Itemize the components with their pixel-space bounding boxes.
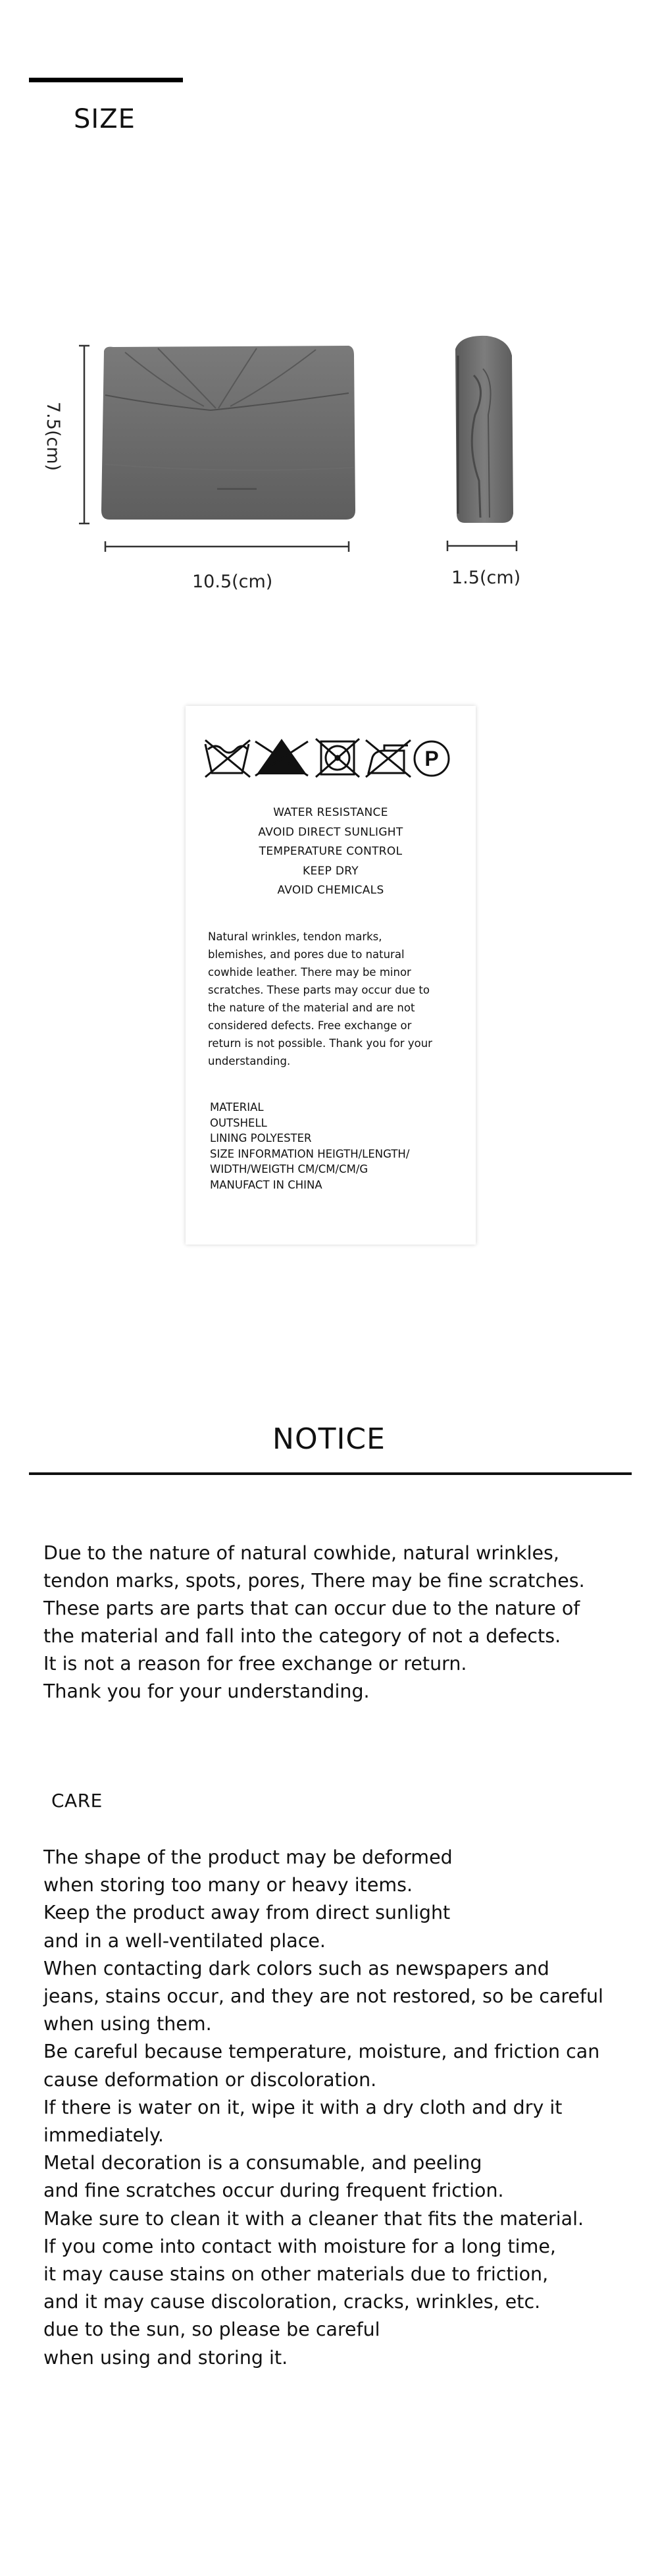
spec-line: MANUFACT IN CHINA xyxy=(210,1178,322,1191)
care-line: jeans, stains occur, and they are not restored, so be careful xyxy=(43,1985,603,2008)
care-warning-line: TEMPERATURE CONTROL xyxy=(259,845,403,858)
notice-divider xyxy=(29,1472,632,1475)
care-text xyxy=(43,1844,603,2372)
care-line: If there is water on it, wipe it with a dry cloth and dry it xyxy=(43,2096,563,2118)
height-dimension-label: 7.5(cm) xyxy=(43,402,63,471)
notice-line: tendon marks, spots, pores, There may be fine scratches. xyxy=(43,1570,585,1592)
care-title: CARE xyxy=(51,1790,103,1811)
care-line: Make sure to clean it with a cleaner that fits the material. xyxy=(43,2207,584,2230)
care-label-card xyxy=(186,706,476,1245)
care-warnings xyxy=(186,803,476,901)
care-spec-list xyxy=(210,1100,460,1193)
notice-line: Due to the nature of natural cowhide, natural wrinkles, xyxy=(43,1542,559,1564)
notice-line: These parts are parts that can occur due to the nature of xyxy=(43,1597,580,1619)
care-warning-line: AVOID DIRECT SUNLIGHT xyxy=(258,825,403,839)
width-dimension-label: 10.5(cm) xyxy=(192,572,273,592)
no-bleach-icon xyxy=(255,739,308,776)
spec-line: OUTSHELL xyxy=(210,1116,267,1129)
notice-line: the material and fall into the category of not a defects. xyxy=(43,1625,561,1647)
care-line: cause deformation or discoloration. xyxy=(43,2068,377,2091)
size-title: SIZE xyxy=(74,104,136,134)
care-paragraph-line: scratches. These parts may occur due to xyxy=(208,984,430,996)
care-line: due to the sun, so please be careful xyxy=(43,2319,380,2341)
care-line: and it may cause discoloration, cracks, wrinkles, etc. xyxy=(43,2291,541,2313)
notice-line: Thank you for your understanding. xyxy=(43,1680,370,1702)
care-line: when using them. xyxy=(43,2013,212,2035)
notice-text xyxy=(43,1540,585,1705)
care-warning-line: KEEP DRY xyxy=(303,864,359,878)
spec-line: LINING POLYESTER xyxy=(210,1132,312,1144)
product-front-view xyxy=(39,333,368,596)
care-line: when storing too many or heavy items. xyxy=(43,1874,413,1896)
care-line: If you come into contact with moisture for a long time, xyxy=(43,2235,556,2257)
notice-title: NOTICE xyxy=(272,1422,386,1456)
product-side-view xyxy=(434,316,540,579)
care-line: when using and storing it. xyxy=(43,2346,288,2369)
care-line: it may cause stains on other materials due to friction, xyxy=(43,2263,549,2286)
spec-line: WIDTH/WEIGTH CM/CM/CM/G xyxy=(210,1163,368,1175)
care-paragraph-line: the nature of the material and are not xyxy=(208,1002,415,1014)
care-paragraph-line: blemishes, and pores due to natural xyxy=(208,948,405,961)
spec-line: SIZE INFORMATION HEIGTH/LENGTH/ xyxy=(210,1147,410,1160)
care-paragraph-line: cowhide leather. There may be minor xyxy=(208,966,411,979)
care-line: When contacting dark colors such as newspapers and xyxy=(43,1957,549,1979)
depth-dimension-label: 1.5(cm) xyxy=(451,568,521,588)
care-symbols-row xyxy=(203,734,466,780)
care-paragraph-line: considered defects. Free exchange or xyxy=(208,1019,412,1032)
care-line: immediately. xyxy=(43,2124,164,2147)
notice-line: It is not a reason for free exchange or return. xyxy=(43,1653,467,1675)
spec-line: MATERIAL xyxy=(210,1101,264,1114)
svg-text:P: P xyxy=(424,747,439,770)
no-tumble-dry-icon xyxy=(316,739,359,777)
no-iron-icon xyxy=(366,740,411,777)
size-header-bar xyxy=(29,78,183,82)
professional-clean-p-icon xyxy=(415,741,449,776)
no-wash-icon xyxy=(205,740,250,777)
care-line: and fine scratches occur during frequent friction. xyxy=(43,2180,504,2202)
care-line: Be careful because temperature, moisture, and friction can xyxy=(43,2041,600,2063)
care-line: Keep the product away from direct sunlight xyxy=(43,1902,451,1924)
care-paragraph-line: understanding. xyxy=(208,1055,291,1067)
care-warning-line: WATER RESISTANCE xyxy=(273,806,388,819)
care-line: Metal decoration is a consumable, and peeling xyxy=(43,2152,482,2174)
care-line: and in a well-ventilated place. xyxy=(43,1929,326,1952)
care-paragraph-line: return is not possible. Thank you for your xyxy=(208,1037,432,1050)
care-line: The shape of the product may be deformed xyxy=(43,1846,453,1868)
care-paragraph-line: Natural wrinkles, tendon marks, xyxy=(208,930,382,943)
care-warning-line: AVOID CHEMICALS xyxy=(277,884,384,897)
care-paragraph xyxy=(208,928,458,1070)
